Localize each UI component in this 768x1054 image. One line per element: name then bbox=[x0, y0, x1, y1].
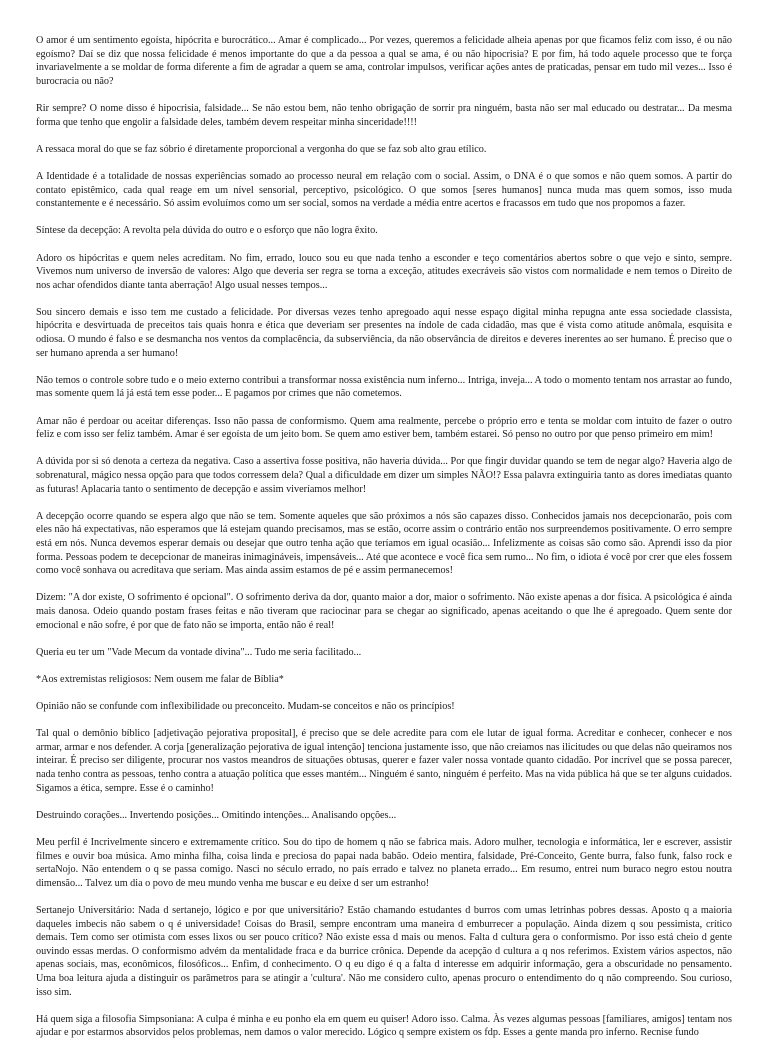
paragraph-10: A dúvida por si só denota a certeza da negativa. Caso a assertiva fosse positiva, não haveria dúvida... Por que fingir duvidar quando se tem de negar algo? Haveria algo de sobrenatural, mágico nessa opção para que todos corressem dela? Qual a dificuldade em dizer um simples NÃO!? Essa palavra extinguiria tanto as dores imediatas quanto as futuras! Aplacaria tanto o sentimento de decepção e assim viveríamos melhor! bbox=[36, 456, 732, 495]
paragraph-16: Tal qual o demônio bíblico [adjetivação pejorativa proposital], é preciso que se dele acredite para com ele lutar de igual forma. Acreditar e conhecer, conhecer e nos armar, armar e nos defender. A corja [generalização pejorativa de igual intenção] tenciona justamente isso, que não creiamos nas ilicitudes ou que delas não queiramos nos inteirar. É preciso ser diligente, procurar nos vastos meandros de situações obtusas, querer e fazer valer nossa vontade quanto cidadão. Por incrível que se possa parecer, nada tenho contra as pessoas, tenho contra a atuação política que esses mantém... Ninguém é santo, ninguém é perfeito. Mas na vida pública há que se ter alguns cuidados. Sigamos a ética, sempre. Esse é o caminho! bbox=[36, 728, 732, 794]
paragraph-1: O amor é um sentimento egoísta, hipócrita e burocrático... Amar é complicado... Por vezes, queremos a felicidade alheia apenas por que ficamos feliz com isso, é ou não egoísmo? Daí se diz que nossa felicidade é menos importante do que a da pessoa a qual se ama, é ou não hipocrisia? E por fim, há todo aquele processo que te força invariavelmente a se moldar de forma diferente a fim de agradar a quem se ama, controlar impulsos, verificar ações antes de praticadas, pensar em tudo mil vezes... Isso é burocracia ou não? bbox=[36, 35, 732, 87]
paragraph-7: Sou sincero demais e isso tem me custado a felicidade. Por diversas vezes tenho apregoado aqui nesse espaço digital minha repugna ante essa sociedade classista, hipócrita e desvirtuada de preceitos tais quais honra e ética que deveriam ser presentes na índole de cada cidadão, mas que é vista como atitude anômala, esquisita e odiosa. O mundo é falso e se desmancha nos ventos da complacência, da subserviência, da não observância de direitos e deveres inerentes ao ser humano. É preciso que o ser humano aprenda a ser humano! bbox=[36, 306, 732, 359]
paragraph-5: Síntese da decepção: A revolta pela dúvida do outro e o esforço que não logra êxito. bbox=[36, 225, 378, 237]
paragraph-18: Meu perfil é Incrivelmente sincero e extremamente crítico. Sou do tipo de homem q não se fabrica mais. Adoro mulher, tecnologia e informática, ler e escrever, assistir filmes e ouvir boa música. Amo minha filha, coisa linda e preciosa do papai nada babão. Odeio mentira, falsidade, Pré-Conceito, Gente burra, falso funk, falso rock e sertaNojo. Não entendem o q se passa comigo. Nasci no século errado, no país errado e talvez no planeta errado... Em resumo, entrei num buraco negro estou noutra dimensão... Talvez um dia o povo de meu mundo venha me buscar e eu deixe d ser um estranho! bbox=[36, 837, 732, 889]
paragraph-2: Rir sempre? O nome disso é hipocrisia, falsidade... Se não estou bem, não tenho obrigação de sorrir pra ninguém, basta não ser mal educado ou destratar... Da mesma forma que tenho que engolir a falsidade deles, também devem respeitar minha sinceridade!!!! bbox=[36, 102, 732, 128]
paragraph-20: Há quem siga a filosofia Simpsoniana: A culpa é minha e eu ponho ela em quem eu quiser! Adoro isso. Calma. Às vezes algumas pessoas [familiares, amigos] tentam nos ajudar e por estarmos absorvidos pelos problemas, nem damos o valor merecido. Lógico q sempre existem os fdp. Esses a gente manda pro inferno. Recnise fundo bbox=[36, 1013, 732, 1039]
paragraph-15: Opinião não se confunde com inflexibilidade ou preconceito. Mudam-se conceitos e não os princípios! bbox=[36, 701, 455, 713]
paragraph-4: A Identidade é a totalidade de nossas experiências somado ao processo neural em relação com o social. Assim, o DNA é o que somos e não quem somos. A partir do contato epistêmico, cada qual reage em um nível sensorial, perceptivo, psicológico. O que somos [seres humanos] nunca muda mas quem somos, isso muda constantemente e é necessário. Só assim evoluímos como um ser social, somos na verdade a média entre acertos e fracassos em tudo que nos propomos a fazer. bbox=[36, 170, 732, 210]
paragraph-14: *Aos extremistas religiosos: Nem ousem me falar de Bíblia* bbox=[36, 673, 284, 685]
paragraph-19: Sertanejo Universitário: Nada d sertanejo, lógico e por que universitário? Estão chamando estudantes d burros com umas letrinhas pobres dessas. Aposto q a maioria daqueles imbecis não sabem o q é universidade! Coisas do Brasil, sempre encontram uma maneira d emburrecer a população. Ainda dizem q sou pessimista, crítico demais. Tem como ser otimista com esses lixos ou ser pouco crítico? Não existe essa d mais ou menos. Falta d cultura gera o conformismo. Por isso está cheio d gente ouvindo essas merdas. O conformismo advém da mentalidade fraca e da burrice crônica. Depende da acepção d cultura a q nos referimos. Existem vários aspectos, não apenas sociais, mas, econômicos, filosóficos... Enfim, d conhecimento. O q eu digo é q a falta d interesse em adquirir informação, gera a obscuridade no pensamento. Uma boa leitura ajuda a distinguir os parâmetros para se atingir a 'cultura'. Não me considero culto, apenas procuro o entendimento do q não compreendo. Sou curioso, isso sim. bbox=[36, 905, 732, 998]
paragraph-17: Destruindo corações... Invertendo posições... Omitindo intenções... Analisando opções... bbox=[36, 809, 397, 821]
document-page bbox=[36, 34, 732, 1054]
paragraph-9: Amar não é perdoar ou aceitar diferenças. Isso não passa de conformismo. Quem ama realmente, percebe o próprio erro e tenta se moldar com intuito de fazer o outro feliz e com isso ser feliz também. Amar é ser egoísta de um jeito bom. Se quem amo estiver bem, também estarei. Só penso no outro por que penso primeiro em mim! bbox=[36, 415, 732, 441]
paragraph-13: Queria eu ter um "Vade Mecum da vontade divina"... Tudo me seria facilitado... bbox=[36, 646, 362, 658]
paragraph-6: Adoro os hipócritas e quem neles acreditam. No fim, errado, louco sou eu que nada tenho a esconder e teço comentários abertos sobre o que vejo e sinto, sempre. Vivemos num universo de inversão de valores: Algo que deveria ser regra se torna a exceção, atitudes execráveis são vistos com normalidade e nem temos o Direito de nos achar ofendidos diante tanta aberração! Algo usual nesses tempos... bbox=[36, 252, 732, 291]
paragraph-11: A decepção ocorre quando se espera algo que não se tem. Somente aqueles que são próximos a nós são capazes disso. Conhecidos jamais nos decepcionarão, pois com eles não há expectativas, não esperamos que lá estejam quando precisamos, mas se estão, ocorre assim o contrário então nos surpreendemos positivamente. O erro sempre está em nós. Nunca devemos esperar demais ou desejar que outro tenha ação que teríamos em igual ocasião... Infelizmente as coisas são como são. Aprendi isso da pior forma. Pessoas podem te decepcionar de maneiras inimagináveis, impensáveis... Até que acontece e você fica sem rumo... No fim, o idiota é você por crer que eles fossem como você sonhava ou acreditava que seriam. Mas ainda assim estamos de pé e assim permanecemos! bbox=[36, 510, 732, 577]
paragraph-3: A ressaca moral do que se faz sóbrio é diretamente proporcional a vergonha do que se faz sob alto grau etílico. bbox=[36, 143, 487, 155]
paragraph-8: Não temos o controle sobre tudo e o meio externo contribui a transformar nossa existência num inferno... Intriga, inveja... A todo o momento tentam nos arrastar ao fundo, mas somente quem lá já está tem esse poder... E pagamos por crimes que não cometemos. bbox=[36, 374, 732, 400]
paragraph-12: Dizem: "A dor existe, O sofrimento é opcional". O sofrimento deriva da dor, quanto maior a dor, maior o sofrimento. Não existe apenas a dor física. A psicológica é ainda mais danosa. Odeio quando postam frases feitas e não tiveram que raciocinar para se chegar ao significado, apenas aceitando o que lhe é apregoado. Quem sente dor emocional e não sofre, é por que de fato não se importa, então não é real! bbox=[36, 592, 732, 631]
